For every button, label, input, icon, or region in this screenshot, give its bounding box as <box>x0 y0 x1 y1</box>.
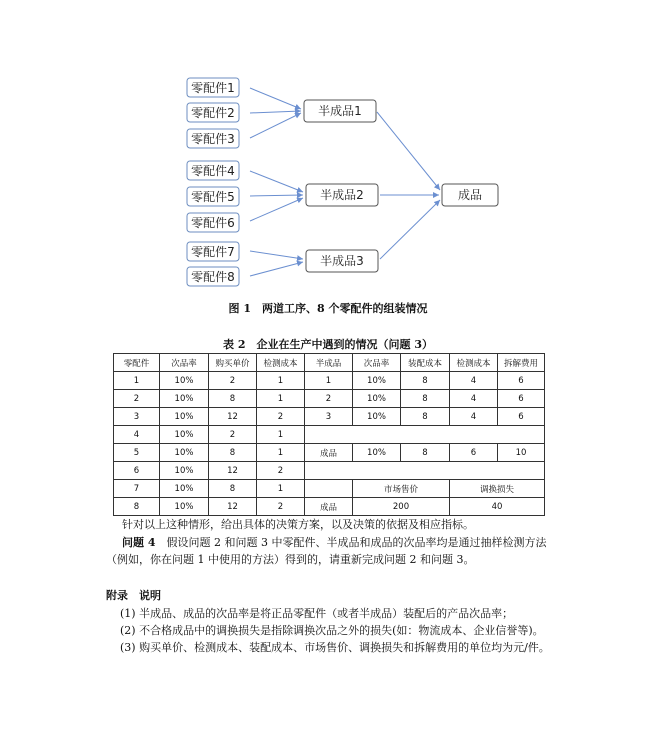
semi-label-3: 半成品3 <box>320 254 364 268</box>
arrow-part2-semi1 <box>250 111 301 113</box>
part-node-3 <box>187 129 239 148</box>
part-label-5: 零配件5 <box>191 190 235 204</box>
table-cell: 1 <box>114 372 160 390</box>
table-cell: 10% <box>353 372 401 390</box>
appendix-title: 附录 说明 <box>106 589 161 602</box>
header-cell: 拆解费用 <box>498 354 545 372</box>
semi-label-2: 半成品2 <box>320 188 364 202</box>
part-node-7 <box>187 242 239 261</box>
table-cell: 10% <box>160 390 209 408</box>
market-price-header: 市场售价 <box>353 480 450 498</box>
table-cell: 2 <box>209 426 257 444</box>
arrow-part7-semi3 <box>250 251 303 259</box>
arrow-part1-semi1 <box>250 88 301 109</box>
question-4-text: 假设问题 2 和问题 3 中零配件、半成品和成品的次品率均是通过抽样检测方法 <box>166 536 547 549</box>
table-empty-cell <box>305 480 353 498</box>
table-cell: 2 <box>305 390 353 408</box>
table-cell: 2 <box>114 390 160 408</box>
part-node-8 <box>187 267 239 286</box>
table-cell: 7 <box>114 480 160 498</box>
header-cell: 检测成本 <box>257 354 305 372</box>
table-cell: 8 <box>209 444 257 462</box>
table-cell: 12 <box>209 408 257 426</box>
part-node-6 <box>187 213 239 232</box>
table-cell: 8 <box>209 390 257 408</box>
table-cell: 10% <box>160 426 209 444</box>
arrow-part6-semi2 <box>250 198 303 221</box>
table-cell: 2 <box>257 498 305 516</box>
header-cell: 检测成本 <box>450 354 498 372</box>
table-cell: 10% <box>160 408 209 426</box>
table-row <box>114 426 545 444</box>
note-2: (2) 不合格成品中的调换损失是指除调换次品之外的损失(如：物流成本、企业信誉等)。 <box>120 624 544 637</box>
header-cell: 半成品 <box>305 354 353 372</box>
assembly-diagram <box>0 0 656 295</box>
product-node <box>442 184 498 206</box>
table-cell: 10% <box>160 480 209 498</box>
exchange-loss-header: 调换损失 <box>450 480 545 498</box>
question-4-line2: （例如，你在问题 1 中使用的方法）得到的，请重新完成问题 2 和问题 3。 <box>106 553 475 566</box>
arrow-semi1-product <box>377 112 440 190</box>
table-row <box>114 480 545 498</box>
table-cell: 8 <box>401 444 450 462</box>
arrow-semi3-product <box>380 200 440 259</box>
table-cell: 成品 <box>305 444 353 462</box>
header-cell: 次品率 <box>160 354 209 372</box>
table-cell: 1 <box>257 390 305 408</box>
table-empty-cell <box>305 462 545 480</box>
table-cell: 8 <box>209 480 257 498</box>
table-cell: 6 <box>498 408 545 426</box>
part-node-1 <box>187 78 239 97</box>
table-cell: 2 <box>209 372 257 390</box>
table-cell: 2 <box>257 462 305 480</box>
table-cell: 5 <box>114 444 160 462</box>
table-row <box>114 408 545 426</box>
table-cell: 6 <box>114 462 160 480</box>
table-cell: 12 <box>209 498 257 516</box>
table-cell: 6 <box>498 390 545 408</box>
figure-caption: 图 1 两道工序、8 个零配件的组装情况 <box>228 302 428 315</box>
table-cell: 3 <box>305 408 353 426</box>
table-cell: 1 <box>257 480 305 498</box>
semi-label-1: 半成品1 <box>318 104 362 118</box>
table-cell: 2 <box>257 408 305 426</box>
table-cell: 4 <box>450 390 498 408</box>
part-label-7: 零配件7 <box>191 245 235 259</box>
data-table <box>113 353 545 516</box>
table-cell: 10% <box>160 372 209 390</box>
table-row <box>114 444 545 462</box>
product-label: 成品 <box>457 188 483 202</box>
table-cell: 1 <box>257 444 305 462</box>
part-label-2: 零配件2 <box>191 106 235 120</box>
table-row <box>114 498 545 516</box>
table-cell: 40 <box>450 498 545 516</box>
semi-node-3 <box>306 250 378 272</box>
note-1: (1) 半成品、成品的次品率是将正品零配件（或者半成品）装配后的产品次品率； <box>120 607 514 620</box>
question-4-label: 问题 4 <box>122 536 156 549</box>
table-row <box>114 372 545 390</box>
table-cell: 3 <box>114 408 160 426</box>
table-cell: 4 <box>114 426 160 444</box>
part-label-8: 零配件8 <box>191 270 235 284</box>
question-4-line1 <box>122 534 546 551</box>
table-cell: 1 <box>305 372 353 390</box>
header-cell: 装配成本 <box>401 354 450 372</box>
table-cell: 4 <box>450 372 498 390</box>
part-label-6: 零配件6 <box>191 216 235 230</box>
table-row <box>114 462 545 480</box>
table-cell: 1 <box>257 426 305 444</box>
semi-node-1 <box>304 100 376 122</box>
part-node-4 <box>187 161 239 180</box>
table-cell: 10% <box>160 498 209 516</box>
table-cell: 200 <box>353 498 450 516</box>
table-cell: 10 <box>498 444 545 462</box>
table-cell: 8 <box>114 498 160 516</box>
table-cell: 成品 <box>305 498 353 516</box>
part-node-2 <box>187 103 239 122</box>
table-header-row <box>114 354 545 372</box>
table-caption: 表 2 企业在生产中遇到的情况（问题 3） <box>223 338 433 351</box>
table-cell: 8 <box>401 408 450 426</box>
header-cell: 次品率 <box>353 354 401 372</box>
arrow-part5-semi2 <box>250 195 303 196</box>
note-3: (3) 购买单价、检测成本、装配成本、市场售价、调换损失和拆解费用的单位均为元/件。 <box>120 641 550 654</box>
paragraph-decision: 针对以上这种情形，给出具体的决策方案，以及决策的依据及相应指标。 <box>122 518 474 531</box>
table-cell: 6 <box>450 444 498 462</box>
part-label-1: 零配件1 <box>191 81 235 95</box>
table-cell: 8 <box>401 390 450 408</box>
table-cell: 6 <box>498 372 545 390</box>
header-cell: 零配件 <box>114 354 160 372</box>
table-cell: 4 <box>450 408 498 426</box>
table-cell: 10% <box>353 408 401 426</box>
arrow-part4-semi2 <box>250 171 303 192</box>
table-cell: 10% <box>160 444 209 462</box>
table-cell: 12 <box>209 462 257 480</box>
table-empty-cell <box>305 426 545 444</box>
table-cell: 1 <box>257 372 305 390</box>
table-cell: 10% <box>353 390 401 408</box>
semi-node-2 <box>306 184 378 206</box>
table-cell: 10% <box>353 444 401 462</box>
part-label-3: 零配件3 <box>191 132 235 146</box>
part-label-4: 零配件4 <box>191 164 235 178</box>
part-node-5 <box>187 187 239 206</box>
table-cell: 10% <box>160 462 209 480</box>
arrow-part3-semi1 <box>250 113 301 138</box>
table-row <box>114 390 545 408</box>
table-cell: 8 <box>401 372 450 390</box>
arrow-part8-semi3 <box>250 262 303 276</box>
header-cell: 购买单价 <box>209 354 257 372</box>
